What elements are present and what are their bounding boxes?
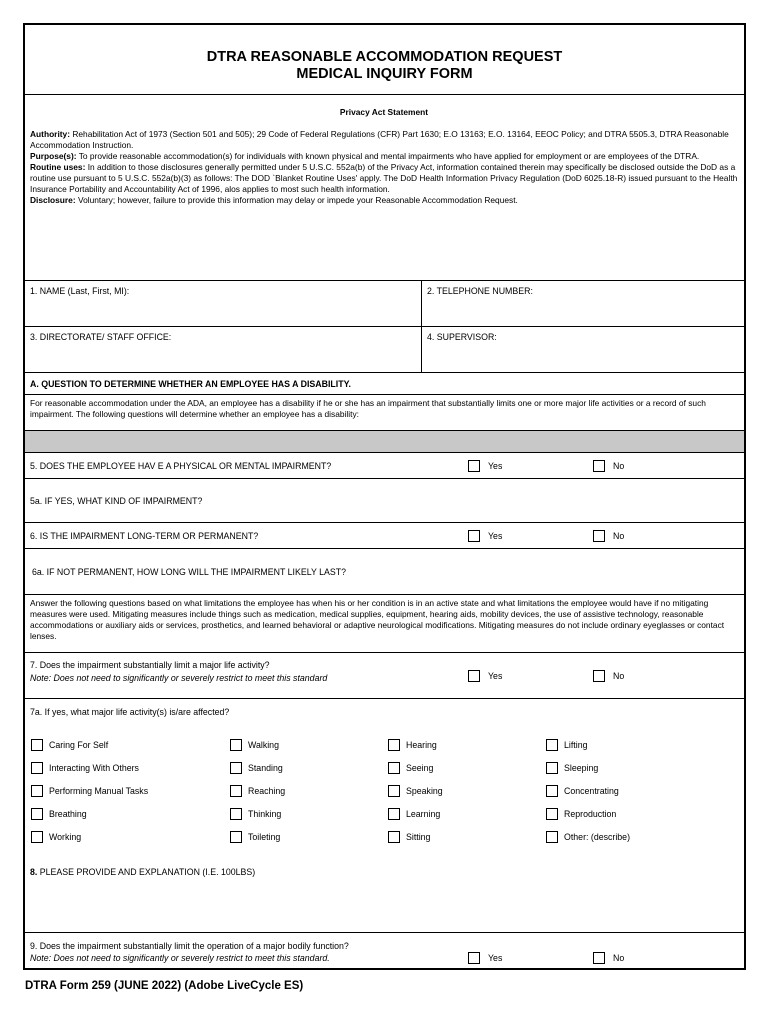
activity-checkbox[interactable] bbox=[230, 739, 242, 751]
question-6a-row bbox=[25, 549, 744, 595]
directorate-field-label: 3. DIRECTORATE/ STAFF OFFICE: bbox=[30, 332, 172, 342]
question-7-no-checkbox[interactable] bbox=[593, 670, 605, 682]
routine-uses-paragraph bbox=[30, 162, 738, 195]
supervisor-field-label: 4. SUPERVISOR: bbox=[427, 332, 497, 342]
activity-checkbox[interactable] bbox=[546, 785, 558, 797]
question-5-row bbox=[25, 453, 744, 479]
question-7-row bbox=[25, 653, 744, 699]
question-6a-label: 6a. IF NOT PERMANENT, HOW LONG WILL THE IMPAIRMENT LIKELY LAST? bbox=[32, 567, 346, 577]
activity-label: Standing bbox=[248, 763, 283, 773]
question-5-yes-checkbox[interactable] bbox=[468, 460, 480, 472]
form-title-line1: DTRA REASONABLE ACCOMMODATION REQUEST bbox=[206, 49, 563, 65]
telephone-field-label: 2. TELEPHONE NUMBER: bbox=[427, 286, 533, 296]
question-9-row bbox=[25, 933, 744, 970]
question-6-label: 6. IS THE IMPAIRMENT LONG-TERM OR PERMANENT? bbox=[30, 531, 259, 541]
activity-checkbox[interactable] bbox=[230, 831, 242, 843]
yes-label: Yes bbox=[488, 953, 503, 963]
activity-label: Working bbox=[49, 832, 82, 842]
activity-label: Sitting bbox=[406, 832, 431, 842]
telephone-input[interactable] bbox=[424, 297, 742, 325]
purpose-paragraph bbox=[30, 151, 738, 162]
activity-checkbox[interactable] bbox=[31, 808, 43, 820]
question-7-yes-checkbox[interactable] bbox=[468, 670, 480, 682]
mitigating-measures-text: Answer the following questions based on what limitations the employee has when his or her condition is in an active state and what limitations the employee would have if no mitigating measures were used. Mitigating measures include things such as medication, medical supplies, equipment, hearing aids, mobility devices, the use of assistive technology, reasonable accommodations or auxiliary aids or services, prosthetics, and learned behavioral or adaptive neurological modifications. Mitigating measures do not include ordinary eyeglasses or contact lenses. bbox=[30, 598, 725, 641]
question-9-label: 9. Does the impairment substantially limit the operation of a major bodily function? bbox=[30, 941, 349, 951]
activity-checkbox[interactable] bbox=[546, 739, 558, 751]
activity-label: Lifting bbox=[564, 740, 588, 750]
activity-checkbox[interactable] bbox=[388, 762, 400, 774]
section-a-intro-row bbox=[25, 395, 744, 431]
purpose-text: To provide reasonable accommodation(s) for individuals with known physical and mental impairments who have applied for employment or are employees of the DTRA. bbox=[76, 151, 700, 161]
yes-label: Yes bbox=[488, 671, 503, 681]
activity-label: Walking bbox=[248, 740, 279, 750]
yes-label: Yes bbox=[488, 461, 503, 471]
question-7a-8-block bbox=[25, 699, 744, 933]
yes-label: Yes bbox=[488, 531, 503, 541]
no-label: No bbox=[613, 461, 625, 471]
question-7-label: 7. Does the impairment substantially limit a major life activity? bbox=[30, 660, 270, 670]
supervisor-input[interactable] bbox=[424, 343, 742, 371]
medical-inquiry-form bbox=[23, 23, 746, 970]
authority-paragraph bbox=[30, 129, 738, 151]
activity-checkbox[interactable] bbox=[230, 808, 242, 820]
name-input[interactable] bbox=[27, 297, 417, 325]
no-label: No bbox=[613, 531, 625, 541]
question-6-no-checkbox[interactable] bbox=[593, 530, 605, 542]
question-5-label: 5. DOES THE EMPLOYEE HAV E A PHYSICAL OR MENTAL IMPAIRMENT? bbox=[30, 461, 332, 471]
divider bbox=[421, 327, 422, 372]
question-9-no-checkbox[interactable] bbox=[593, 952, 605, 964]
activity-checkbox[interactable] bbox=[388, 739, 400, 751]
activity-label: Toileting bbox=[248, 832, 281, 842]
activity-checkbox[interactable] bbox=[546, 762, 558, 774]
section-a-heading-row bbox=[25, 373, 744, 395]
question-8-input[interactable] bbox=[29, 883, 738, 927]
activity-label: Concentrating bbox=[564, 786, 619, 796]
authority-label: Authority: bbox=[30, 129, 71, 139]
form-title-line2: MEDICAL INQUIRY FORM bbox=[296, 66, 473, 82]
purpose-label: Purpose(s): bbox=[30, 151, 77, 161]
activity-label: Thinking bbox=[248, 809, 282, 819]
question-7a-label: 7a. If yes, what major life activity(s) is/are affected? bbox=[30, 707, 230, 717]
activity-checkbox[interactable] bbox=[230, 785, 242, 797]
mitigating-measures-row bbox=[25, 595, 744, 653]
activity-checkbox[interactable] bbox=[546, 808, 558, 820]
activity-label: Caring For Self bbox=[49, 740, 109, 750]
activity-label: Sleeping bbox=[564, 763, 599, 773]
activity-label: Reproduction bbox=[564, 809, 617, 819]
activity-label: Interacting With Others bbox=[49, 763, 139, 773]
activity-label: Speaking bbox=[406, 786, 443, 796]
activity-checkbox[interactable] bbox=[31, 762, 43, 774]
routine-uses-label: Routine uses: bbox=[30, 162, 86, 172]
question-6-yes-checkbox[interactable] bbox=[468, 530, 480, 542]
activity-label: Performing Manual Tasks bbox=[49, 786, 149, 796]
activity-label: Learning bbox=[406, 809, 441, 819]
disclosure-text: Voluntary; however, failure to provide this information may delay or impede your Reasonable Accommodation Request. bbox=[75, 195, 518, 205]
form-title bbox=[25, 25, 744, 95]
disclosure-label: Disclosure: bbox=[30, 195, 76, 205]
privacy-heading: Privacy Act Statement bbox=[339, 107, 429, 117]
activity-checkbox[interactable] bbox=[31, 739, 43, 751]
activity-checkbox[interactable] bbox=[546, 831, 558, 843]
activity-checkbox[interactable] bbox=[388, 785, 400, 797]
divider bbox=[421, 281, 422, 326]
activity-label: Other: (describe) bbox=[564, 832, 630, 842]
privacy-act-statement bbox=[25, 95, 744, 281]
section-a-heading: A. QUESTION TO DETERMINE WHETHER AN EMPLOYEE HAS A DISABILITY. bbox=[30, 379, 351, 389]
name-field-label: 1. NAME (Last, First, MI): bbox=[30, 286, 130, 296]
question-8-number: 8. bbox=[30, 867, 38, 877]
directorate-input[interactable] bbox=[27, 343, 417, 371]
question-7-note: Note: Does not need to significantly or severely restrict to meet this standard bbox=[30, 673, 328, 683]
disclosure-paragraph bbox=[30, 195, 738, 206]
question-6-row bbox=[25, 523, 744, 549]
question-6a-input[interactable] bbox=[405, 555, 738, 589]
question-9-yes-checkbox[interactable] bbox=[468, 952, 480, 964]
no-label: No bbox=[613, 953, 625, 963]
section-divider-band bbox=[25, 431, 744, 453]
form-footer: DTRA Form 259 (JUNE 2022) (Adobe LiveCycle ES) bbox=[25, 980, 304, 992]
authority-text: Rehabilitation Act of 1973 (Section 501 and 505); 29 Code of Federal Regulations (CFR) Part 1630; E.O 13163; E.O. 13164, EEOC Policy; and DTRA 5505.3, DTRA Reasonable Accommodation Instruction. bbox=[30, 129, 729, 150]
question-5a-row bbox=[25, 479, 744, 523]
activity-label: Hearing bbox=[406, 740, 437, 750]
activity-checkbox[interactable] bbox=[31, 785, 43, 797]
no-label: No bbox=[613, 671, 625, 681]
question-5-no-checkbox[interactable] bbox=[593, 460, 605, 472]
activity-checkbox[interactable] bbox=[31, 831, 43, 843]
activity-checkbox[interactable] bbox=[230, 762, 242, 774]
question-5a-label: 5a. IF YES, WHAT KIND OF IMPAIRMENT? bbox=[30, 496, 203, 506]
section-a-intro: For reasonable accommodation under the ADA, an employee has a disability if he or she has an impairment that substantially limits one or more major life activities or a record of such impairment. The following questions will determine whether an employee has a disability: bbox=[30, 398, 706, 419]
question-9-note: Note: Does not need to significantly or severely restrict to meet this standard. bbox=[30, 953, 330, 963]
activity-label: Breathing bbox=[49, 809, 87, 819]
activity-label: Reaching bbox=[248, 786, 286, 796]
routine-uses-text: In addition to those disclosures generally permitted under 5 U.S.C. 552a(b) of the Privacy Act, information contained therein may specifically be disclosed outside the DoD as a routine use pursuant to 5 U.S.C. 552a(b)(3) as follows: The DOD `Blanket Routine Uses' apply. The DoD Health Information Privacy Regulation (DoD 6025.18-R) issued pursuant to the Health Insurance Portability and Accountability Act of 1996, alos applies to most such health information. bbox=[30, 162, 738, 194]
activity-checkbox[interactable] bbox=[388, 831, 400, 843]
question-8-label bbox=[30, 867, 255, 877]
activity-checkbox[interactable] bbox=[388, 808, 400, 820]
activity-label: Seeing bbox=[406, 763, 434, 773]
question-5a-input[interactable] bbox=[265, 485, 738, 517]
question-8-text: PLEASE PROVIDE AND EXPLANATION (I.E. 100LBS) bbox=[37, 867, 256, 877]
